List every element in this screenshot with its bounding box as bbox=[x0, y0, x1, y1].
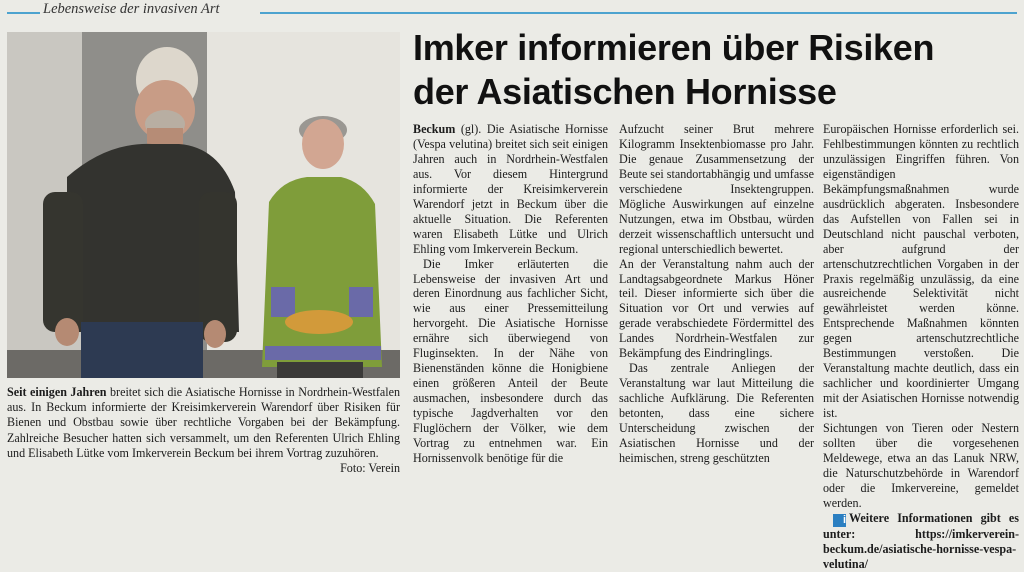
info-icon: i bbox=[833, 514, 846, 527]
info-box bbox=[823, 511, 1019, 572]
article-photo bbox=[7, 32, 400, 378]
photo-caption bbox=[7, 385, 400, 476]
dateline: Beckum bbox=[413, 122, 456, 136]
article-paragraph-4: Das zentrale Anliegen der Veranstaltung war laut Mitteilung die sachliche Aufklärung. Die Referenten betonten, dass eine sichere Unterscheidung zwischen der Asiatischen Hornisse und der heimischen, streng geschützten bbox=[619, 361, 814, 465]
article-paragraph-1 bbox=[413, 122, 608, 257]
headline-line-1: Imker informieren über Risiken bbox=[413, 27, 935, 68]
kicker: Lebensweise der invasiven Art bbox=[40, 1, 223, 18]
article-paragraph-2-continued: Aufzucht seiner Brut mehrere Kilogramm Insektenbiomasse pro Jahr. Die genaue Zusammensetzung der Beute sei standortabhängig und umfasse verschiedene Insektengruppen. Mögliche Auswirkungen auf einzelne Nutzungen, etwa im Obstbau, würden derzeit wissenschaftlich untersucht und regional unterschiedlich bewertet. bbox=[619, 122, 814, 256]
kicker-rule-left bbox=[7, 12, 43, 14]
kicker-rule-right bbox=[260, 12, 1017, 14]
article-column-3 bbox=[823, 122, 1019, 571]
article-paragraph-2: Die Imker erläuterten die Lebensweise der invasiven Art und deren Einordnung aus fachlicher Sicht, wie aus einer Pressemitteilung hervorgeht. Die Asiatische Hornisse ernähre sich überwiegend von Fluginsekten. In der Nähe von Bienenständen könne die Honigbiene einen größeren Anteil der Beute ausmachen, insbesondere durch das typische Jagdverhalten vor den Fluglöchern der Völker, wie dem Vortrag zu entnehmen war. Ein Hornissenvolk benötige für die bbox=[413, 256, 608, 465]
article-column-1 bbox=[413, 122, 608, 477]
caption-lead: Seit einigen Jahren bbox=[7, 385, 107, 399]
article-paragraph-4-continued: Europäischen Hornisse erforderlich sei. Fehlbestimmungen könnten zu rechtlich unzulässigen Eingriffen führen. Von eigenständigen Bekämpfungsmaßnahmen wurde ausdrücklich abgeraten. Insbesondere das Aufstellen von Fallen sei in Deutschland nicht pauschal verboten, aber aufgrund der artenschutzrechtlichen Vorgaben in der Praxis regelmäßig unzulässig, da eine ausreichende Selektivität nicht gewährleistet werden könne. Entsprechende Maßnahmen könnten gegen artenschutzrechtliche Bestimmungen verstoßen. Die Veranstaltung machte deutlich, dass ein sachlicher und koordinierter Umgang mit der Asiatischen Hornisse notwendig ist. bbox=[823, 122, 1019, 421]
photo-illustration bbox=[7, 32, 400, 378]
article-column-2 bbox=[619, 122, 814, 477]
photo-credit: Foto: Verein bbox=[340, 461, 400, 476]
headline-line-2: der Asiatischen Hornisse bbox=[413, 71, 837, 112]
caption-text: breitet sich die Asiatische Hornisse in Nordrhein-Westfalen aus. In Beckum informierte der Kreisimkerverein Warendorf über Risiken für Bienen und Obstbau sowie über rechtliche Vorgaben bei der Bekämpfung. Zahlreiche Besucher hatten sich versammelt, um den Referenten Ulrich Ehling und Elisabeth Lütke vom Imkerverein Beckum bei ihrem Vortrag zuzuhören. bbox=[7, 385, 401, 460]
info-link-text[interactable]: Weitere Informationen gibt es unter: https://imkerverein-beckum.de/asiatische-hornisse-vespa-velutina/ bbox=[823, 510, 1019, 571]
article-paragraph-5: Sichtungen von Tieren oder Nestern sollten über die vorgesehenen Meldewege, etwa an das Lanuk NRW, die Naturschutzbehörde in Warendorf oder die Imkervereine, gemeldet werden. bbox=[823, 421, 1019, 510]
paragraph-1-text: (gl). Die Asiatische Hornisse (Vespa velutina) breitet sich seit einigen Jahren auch in Nordrhein-Westfalen aus. Vor diesem Hintergrund informierte der Kreisimkerverein Warendorf jetzt in Beckum über die aktuelle Situation. Die Referenten waren Elisabeth Lütke und Ulrich Ehling vom Imkerverein Beckum. bbox=[413, 122, 608, 256]
article-paragraph-3: An der Veranstaltung nahm auch der Landtagsabgeordnete Markus Höner teil. Dieser informierte sich über die Situation vor Ort und verwies auf gerade verabschiedete Fördermittel des Landes Nordrhein-Westfalen zur Bekämpfung des Eindringlings. bbox=[619, 256, 814, 361]
headline bbox=[413, 26, 1013, 114]
